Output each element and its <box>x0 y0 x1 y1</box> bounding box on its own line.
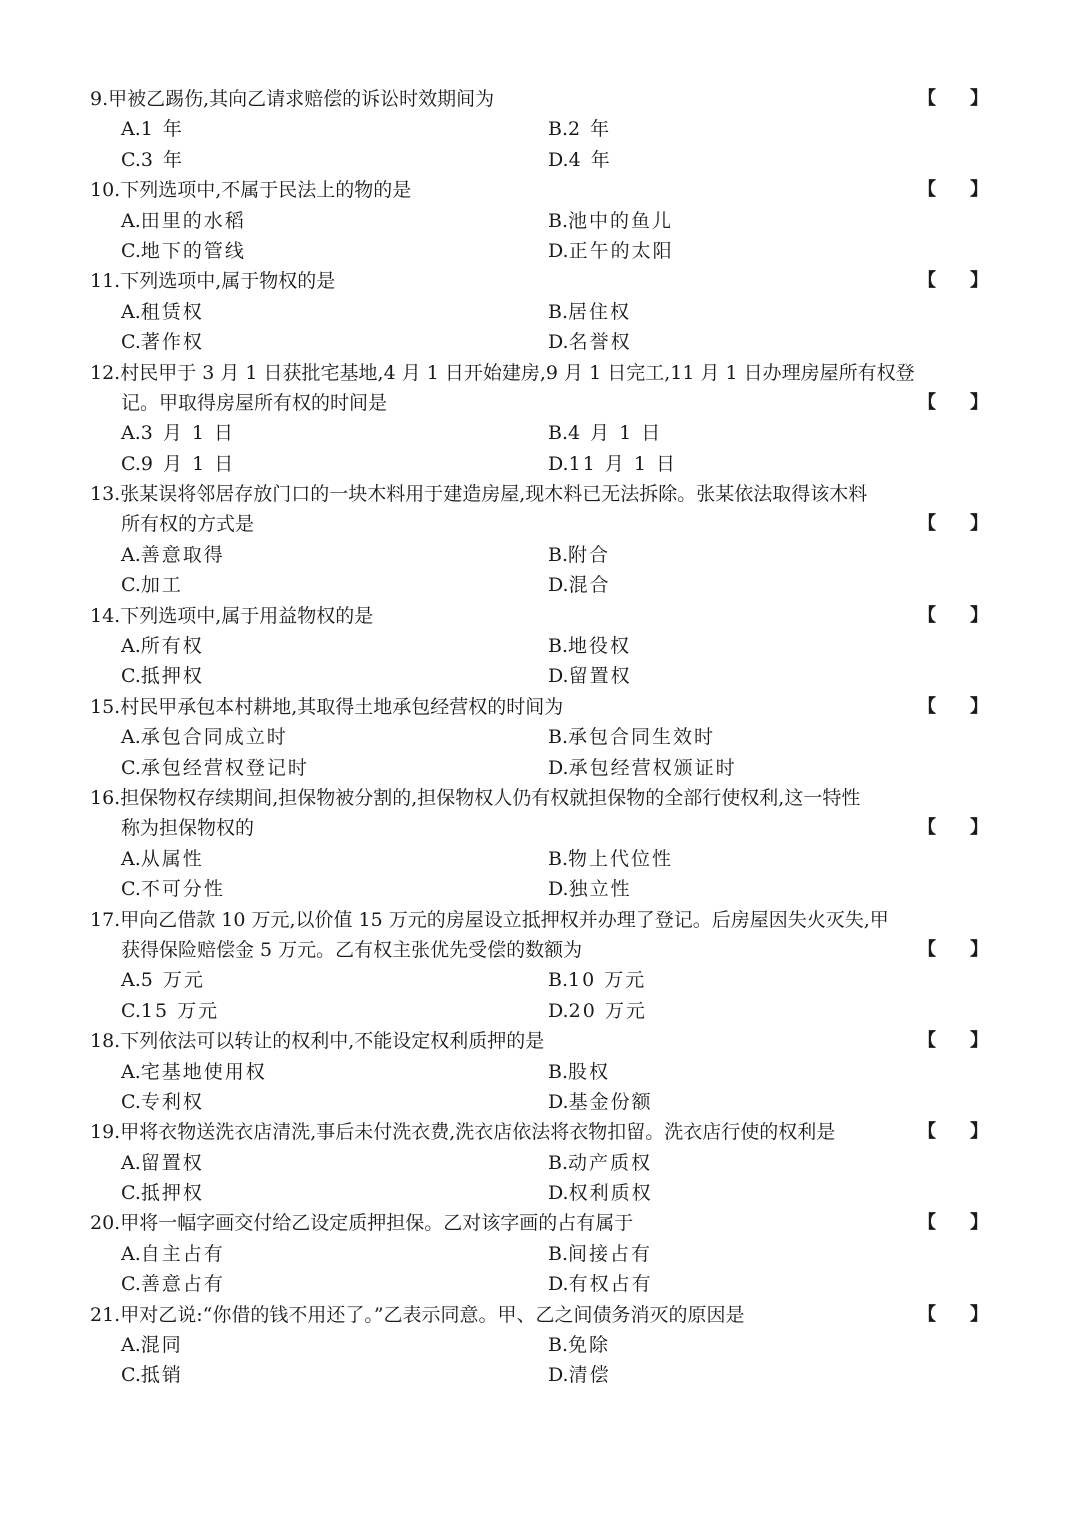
bracket-close: 】 <box>970 270 988 292</box>
question-stem <box>0 692 1080 722</box>
options-row <box>0 114 1080 144</box>
bracket-open: 【 <box>918 179 936 201</box>
question-number: 9. <box>90 88 109 110</box>
option-letter: C. <box>121 1090 141 1113</box>
bracket-open: 【 <box>918 391 936 413</box>
options-row <box>0 996 1080 1026</box>
question-stem <box>0 175 1080 205</box>
option-a[interactable] <box>121 1148 204 1178</box>
option-letter: D. <box>548 1182 569 1205</box>
option-letter: A. <box>121 1242 141 1265</box>
options-row <box>0 1330 1080 1360</box>
option-letter: A. <box>121 969 141 992</box>
option-text: 承包经营权颁证时 <box>568 756 737 779</box>
options-row <box>0 570 1080 600</box>
option-text: 宅基地使用权 <box>140 1060 267 1083</box>
option-text: 承包经营权登记时 <box>140 756 309 779</box>
bracket-close: 】 <box>970 513 988 535</box>
option-letter: C. <box>121 878 141 901</box>
question-number: 15. <box>90 695 121 718</box>
option-text: 地役权 <box>568 635 632 658</box>
option-letter: C. <box>121 756 141 779</box>
question-item <box>0 358 1080 480</box>
option-d[interactable] <box>548 570 611 600</box>
option-d[interactable] <box>548 236 674 266</box>
option-text: 混合 <box>568 574 611 597</box>
options-row <box>0 874 1080 904</box>
option-text: 池中的鱼儿 <box>568 209 674 232</box>
option-letter: C. <box>121 239 141 262</box>
answer-bracket[interactable] <box>918 1300 988 1330</box>
question-stem-continued <box>0 388 1080 418</box>
option-letter: A. <box>121 118 141 141</box>
option-text: 20 万元 <box>568 999 647 1022</box>
option-letter: C. <box>121 999 141 1022</box>
answer-bracket[interactable] <box>918 692 988 722</box>
bracket-open: 【 <box>918 817 936 839</box>
option-b[interactable] <box>548 540 610 570</box>
option-d[interactable] <box>548 327 632 357</box>
option-letter: B. <box>548 635 569 658</box>
option-text: 物上代位性 <box>568 847 674 870</box>
question-stem <box>0 1117 1080 1147</box>
option-text: 独立性 <box>568 878 632 901</box>
option-text: 2 年 <box>568 118 612 141</box>
bracket-open: 【 <box>918 604 936 626</box>
question-number: 12. <box>90 361 121 384</box>
option-a[interactable] <box>121 206 246 236</box>
answer-bracket[interactable] <box>918 1026 988 1056</box>
option-letter: D. <box>548 1273 569 1296</box>
option-a[interactable] <box>121 631 204 661</box>
option-b[interactable] <box>548 114 611 144</box>
option-letter: C. <box>121 1364 141 1387</box>
question-number: 20. <box>90 1212 121 1235</box>
option-letter: B. <box>548 118 569 141</box>
option-c[interactable] <box>121 753 309 783</box>
option-letter: C. <box>121 148 141 171</box>
question-number: 17. <box>90 908 121 931</box>
option-d[interactable] <box>548 449 677 479</box>
option-c[interactable] <box>121 327 204 357</box>
option-letter: C. <box>121 574 141 597</box>
answer-bracket[interactable] <box>918 266 988 296</box>
option-text: 11 月 1 日 <box>568 452 677 475</box>
option-text: 权利质权 <box>568 1182 653 1205</box>
option-text: 善意占有 <box>140 1273 225 1296</box>
option-text: 著作权 <box>140 331 204 354</box>
option-letter: B. <box>548 847 569 870</box>
question-text: 甲将一幅字画交付给乙设定质押担保。乙对该字画的占有属于 <box>120 1212 634 1235</box>
question-text: 记。甲取得房屋所有权的时间是 <box>121 391 388 414</box>
bracket-close: 】 <box>970 179 988 201</box>
answer-bracket[interactable] <box>918 509 988 539</box>
bracket-close: 】 <box>970 1121 988 1143</box>
bracket-open: 【 <box>918 1121 936 1143</box>
option-letter: D. <box>548 665 569 688</box>
bracket-close: 】 <box>970 604 988 626</box>
question-number: 11. <box>90 270 121 293</box>
option-text: 抵押权 <box>140 665 204 688</box>
option-d[interactable] <box>548 1269 653 1299</box>
options-row <box>0 1360 1080 1390</box>
option-letter: C. <box>121 1273 141 1296</box>
option-d[interactable] <box>548 661 632 691</box>
question-item <box>0 905 1080 1027</box>
question-number: 10. <box>90 179 121 202</box>
option-letter: B. <box>548 969 569 992</box>
bracket-close: 】 <box>970 938 988 960</box>
option-a[interactable] <box>121 1330 183 1360</box>
option-letter: C. <box>121 331 141 354</box>
option-letter: B. <box>548 1060 569 1083</box>
option-a[interactable] <box>121 844 204 874</box>
question-stem <box>0 358 1080 388</box>
option-text: 5 万元 <box>140 969 205 992</box>
options-row <box>0 1057 1080 1087</box>
option-c[interactable] <box>121 996 219 1026</box>
bracket-open: 【 <box>918 88 936 109</box>
option-text: 承包合同成立时 <box>140 726 288 749</box>
option-letter: B. <box>548 209 569 232</box>
options-row <box>0 965 1080 995</box>
question-stem-continued <box>0 935 1080 965</box>
option-b[interactable] <box>548 1239 652 1269</box>
option-letter: A. <box>121 422 141 445</box>
answer-bracket[interactable] <box>918 1117 988 1147</box>
option-text: 抵押权 <box>140 1182 204 1205</box>
option-letter: C. <box>121 1182 141 1205</box>
option-a[interactable] <box>121 722 288 752</box>
option-letter: B. <box>548 1334 569 1357</box>
option-text: 清偿 <box>568 1364 611 1387</box>
options-row <box>0 1178 1080 1208</box>
option-text: 9 月 1 日 <box>140 452 236 475</box>
option-letter: A. <box>121 635 141 658</box>
question-text: 张某误将邻居存放门口的一块木料用于建造房屋,现木料已无法拆除。张某依法取得该木料 <box>120 483 868 506</box>
option-c[interactable] <box>121 145 184 175</box>
options-row <box>0 145 1080 175</box>
option-text: 专利权 <box>140 1090 204 1113</box>
question-number: 18. <box>90 1030 121 1053</box>
question-stem <box>0 479 1080 509</box>
option-d[interactable] <box>548 753 737 783</box>
option-text: 1 年 <box>140 118 184 141</box>
question-stem <box>0 905 1080 935</box>
question-text: 甲向乙借款 10 万元,以价值 15 万元的房屋设立抵押权并办理了登记。后房屋因失火灭失,甲 <box>120 908 889 931</box>
bracket-open: 【 <box>918 270 936 292</box>
bracket-close: 】 <box>970 695 988 717</box>
option-letter: D. <box>548 999 569 1022</box>
option-c[interactable] <box>121 1087 204 1117</box>
option-letter: A. <box>121 1151 141 1174</box>
question-number: 21. <box>90 1303 121 1326</box>
bracket-open: 【 <box>918 513 936 535</box>
option-a[interactable] <box>121 297 204 327</box>
options-row <box>0 753 1080 783</box>
option-letter: C. <box>121 452 141 475</box>
question-number: 13. <box>90 483 121 506</box>
question-stem <box>0 783 1080 813</box>
question-stem <box>0 1208 1080 1238</box>
option-letter: D. <box>548 452 569 475</box>
option-letter: C. <box>121 665 141 688</box>
question-text: 甲被乙踢伤,其向乙请求赔偿的诉讼时效期间为 <box>108 88 495 110</box>
bracket-close: 】 <box>970 1212 988 1234</box>
options-row <box>0 1239 1080 1269</box>
option-letter: D. <box>548 1090 569 1113</box>
question-text: 称为担保物权的 <box>121 817 255 840</box>
option-d[interactable] <box>548 1178 653 1208</box>
bracket-close: 】 <box>970 391 988 413</box>
options-row <box>0 236 1080 266</box>
question-text: 担保物权存续期间,担保物被分割的,担保物权人仍有权就担保物的全部行使权利,这一特性 <box>120 786 861 809</box>
option-text: 留置权 <box>568 665 632 688</box>
option-letter: D. <box>548 331 569 354</box>
option-d[interactable] <box>548 1087 653 1117</box>
option-text: 附合 <box>568 543 611 566</box>
option-a[interactable] <box>121 114 184 144</box>
answer-bracket[interactable] <box>918 1208 988 1238</box>
option-c[interactable] <box>121 1360 183 1390</box>
question-stem <box>0 84 1080 114</box>
question-number: 14. <box>90 604 121 627</box>
option-text: 4 年 <box>568 148 612 171</box>
option-text: 从属性 <box>140 847 204 870</box>
option-letter: B. <box>548 543 569 566</box>
bracket-close: 】 <box>970 88 988 109</box>
option-d[interactable] <box>548 1360 611 1390</box>
option-b[interactable] <box>548 722 715 752</box>
option-text: 免除 <box>568 1334 611 1357</box>
options-row <box>0 418 1080 448</box>
option-text: 不可分性 <box>140 878 225 901</box>
option-text: 15 万元 <box>140 999 220 1022</box>
option-letter: D. <box>548 1364 569 1387</box>
question-stem <box>0 601 1080 631</box>
option-text: 股权 <box>568 1060 611 1083</box>
option-letter: D. <box>548 148 569 171</box>
options-row <box>0 297 1080 327</box>
question-item <box>0 1117 1080 1208</box>
option-text: 3 月 1 日 <box>140 422 236 445</box>
option-text: 自主占有 <box>140 1242 225 1265</box>
question-text: 获得保险赔偿金 5 万元。乙有权主张优先受偿的数额为 <box>121 938 583 961</box>
option-text: 承包合同生效时 <box>568 726 716 749</box>
options-row <box>0 1148 1080 1178</box>
option-letter: B. <box>548 726 569 749</box>
question-item <box>0 175 1080 266</box>
option-c[interactable] <box>121 236 246 266</box>
option-a[interactable] <box>121 540 225 570</box>
option-letter: B. <box>548 1151 569 1174</box>
question-text: 村民甲承包本村耕地,其取得土地承包经营权的时间为 <box>120 695 564 718</box>
bracket-close: 】 <box>970 1303 988 1325</box>
answer-bracket[interactable] <box>918 84 988 114</box>
option-a[interactable] <box>121 1239 225 1269</box>
option-letter: D. <box>548 756 569 779</box>
option-text: 间接占有 <box>568 1242 653 1265</box>
option-c[interactable] <box>121 661 204 691</box>
question-stem <box>0 1300 1080 1330</box>
answer-bracket[interactable] <box>918 175 988 205</box>
question-item <box>0 692 1080 783</box>
options-row <box>0 661 1080 691</box>
options-row <box>0 327 1080 357</box>
options-row <box>0 449 1080 479</box>
option-text: 抵销 <box>140 1364 183 1387</box>
question-item <box>0 266 1080 357</box>
option-b[interactable] <box>548 1148 652 1178</box>
option-letter: D. <box>548 239 569 262</box>
question-text: 村民甲于 3 月 1 日获批宅基地,4 月 1 日开始建房,9 月 1 日完工,11 月 1 日办理房屋所有权登 <box>120 361 915 384</box>
bracket-open: 【 <box>918 938 936 960</box>
question-item <box>0 783 1080 905</box>
option-b[interactable] <box>548 1330 610 1360</box>
option-text: 地下的管线 <box>140 239 246 262</box>
options-row <box>0 631 1080 661</box>
option-text: 留置权 <box>140 1151 204 1174</box>
option-d[interactable] <box>548 874 632 904</box>
option-letter: A. <box>121 847 141 870</box>
question-item <box>0 601 1080 692</box>
option-d[interactable] <box>548 996 647 1026</box>
option-letter: A. <box>121 726 141 749</box>
option-letter: A. <box>121 543 141 566</box>
option-text: 名誉权 <box>568 331 632 354</box>
question-text: 甲将衣物送洗衣店清洗,事后未付洗衣费,洗衣店依法将衣物扣留。洗衣店行使的权利是 <box>120 1121 836 1144</box>
option-d[interactable] <box>548 145 612 175</box>
option-a[interactable] <box>121 1057 267 1087</box>
options-row <box>0 206 1080 236</box>
bracket-open: 【 <box>918 695 936 717</box>
bracket-open: 【 <box>918 1303 936 1325</box>
option-b[interactable] <box>548 631 631 661</box>
option-text: 10 万元 <box>568 969 647 992</box>
question-stem-continued <box>0 813 1080 843</box>
option-c[interactable] <box>121 874 225 904</box>
question-text: 所有权的方式是 <box>121 513 255 536</box>
option-b[interactable] <box>548 418 662 448</box>
options-row <box>0 540 1080 570</box>
option-text: 加工 <box>140 574 183 597</box>
option-text: 有权占有 <box>568 1273 653 1296</box>
option-text: 租赁权 <box>140 300 204 323</box>
answer-bracket[interactable] <box>918 388 988 418</box>
question-number: 16. <box>90 786 121 809</box>
option-text: 3 年 <box>140 148 185 171</box>
option-c[interactable] <box>121 1269 225 1299</box>
option-letter: D. <box>548 878 569 901</box>
option-b[interactable] <box>548 965 646 995</box>
question-item <box>0 1026 1080 1117</box>
bracket-open: 【 <box>918 1030 936 1052</box>
option-text: 动产质权 <box>568 1151 653 1174</box>
question-stem-continued <box>0 509 1080 539</box>
answer-bracket[interactable] <box>918 601 988 631</box>
options-row <box>0 1269 1080 1299</box>
options-row <box>0 844 1080 874</box>
option-letter: A. <box>121 300 141 323</box>
option-text: 基金份额 <box>568 1090 653 1113</box>
question-item <box>0 1208 1080 1299</box>
option-letter: B. <box>548 300 569 323</box>
question-stem <box>0 266 1080 296</box>
answer-bracket[interactable] <box>918 813 988 843</box>
options-row <box>0 722 1080 752</box>
option-letter: B. <box>548 1242 569 1265</box>
answer-bracket[interactable] <box>918 935 988 965</box>
option-letter: A. <box>121 209 141 232</box>
option-text: 善意取得 <box>140 543 225 566</box>
option-letter: B. <box>548 422 569 445</box>
option-text: 所有权 <box>140 635 204 658</box>
option-b[interactable] <box>548 844 673 874</box>
bracket-close: 】 <box>970 817 988 839</box>
question-item <box>0 479 1080 601</box>
option-b[interactable] <box>548 1057 610 1087</box>
question-item <box>0 84 1080 175</box>
option-b[interactable] <box>548 206 673 236</box>
option-letter: A. <box>121 1334 141 1357</box>
question-text: 下列选项中,属于物权的是 <box>120 270 336 293</box>
question-number: 19. <box>90 1121 121 1144</box>
option-c[interactable] <box>121 1178 204 1208</box>
question-item <box>0 1300 1080 1391</box>
question-text: 下列依法可以转让的权利中,不能设定权利质押的是 <box>120 1030 545 1053</box>
option-text: 正午的太阳 <box>568 239 674 262</box>
option-text: 4 月 1 日 <box>568 422 663 445</box>
question-stem <box>0 1026 1080 1056</box>
option-a[interactable] <box>121 965 205 995</box>
bracket-open: 【 <box>918 1212 936 1234</box>
bracket-close: 】 <box>970 1030 988 1052</box>
option-c[interactable] <box>121 570 183 600</box>
option-text: 居住权 <box>568 300 632 323</box>
question-text: 下列选项中,不属于民法上的物的是 <box>120 179 412 202</box>
option-c[interactable] <box>121 449 235 479</box>
option-a[interactable] <box>121 418 235 448</box>
question-text: 甲对乙说:“你借的钱不用还了。”乙表示同意。甲、乙之间债务消灭的原因是 <box>120 1303 745 1326</box>
option-text: 田里的水稻 <box>140 209 246 232</box>
question-text: 下列选项中,属于用益物权的是 <box>120 604 374 627</box>
option-letter: D. <box>548 574 569 597</box>
option-b[interactable] <box>548 297 631 327</box>
options-row <box>0 1087 1080 1117</box>
option-letter: A. <box>121 1060 141 1083</box>
option-text: 混同 <box>140 1334 183 1357</box>
